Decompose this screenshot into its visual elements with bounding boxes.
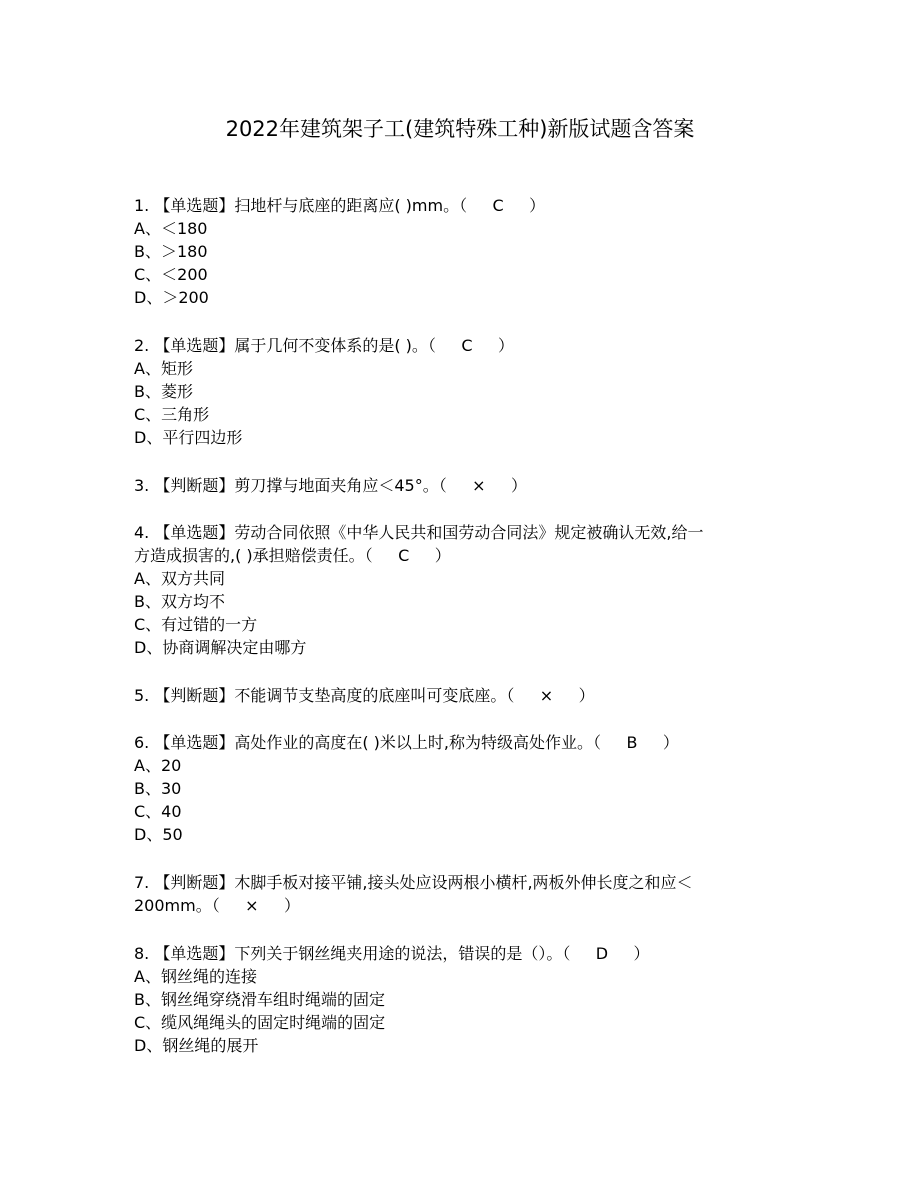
- question-4-stem-line-1: 4. 【单选题】劳动合同依照《中华人民共和国劳动合同法》规定被确认无效,给一: [134, 523, 704, 542]
- question-6-stem: 6. 【单选题】高处作业的高度在( )米以上时,称为特级高处作业。（ B ）: [134, 733, 679, 752]
- question-8-stem: 8. 【单选题】下列关于钢丝绳夹用途的说法，错误的是（）。（ D ）: [134, 944, 650, 963]
- question-8-option-b: B、钢丝绳穿绕滑车组时绳端的固定: [134, 990, 385, 1009]
- question-1-option-d: D、＞200: [134, 288, 209, 307]
- question-7-stem-line-2: 200mm。（ × ）: [134, 896, 300, 915]
- question-4-stem-line-2: 方造成损害的,( )承担赔偿责任。（ C ）: [134, 546, 451, 565]
- question-2-option-a: A、矩形: [134, 359, 193, 378]
- question-4-option-b: B、双方均不: [134, 592, 225, 611]
- question-1-option-c: C、＜200: [134, 265, 208, 284]
- question-2-option-d: D、平行四边形: [134, 428, 243, 447]
- question-3-stem: 3. 【判断题】剪刀撑与地面夹角应＜45°。（ × ）: [134, 476, 527, 495]
- question-8-option-a: A、钢丝绳的连接: [134, 967, 257, 986]
- question-4-option-d: D、协商调解决定由哪方: [134, 638, 307, 657]
- question-7-stem-line-1: 7. 【判断题】木脚手板对接平铺,接头处应设两根小横杆,两板外伸长度之和应＜: [134, 873, 693, 892]
- question-2-stem: 2. 【单选题】属于几何不变体系的是( )。（ C ）: [134, 336, 514, 355]
- question-1-option-a: A、＜180: [134, 219, 208, 238]
- document-title: 2022年建筑架子工(建筑特殊工种)新版试题含答案: [225, 117, 695, 141]
- question-6-option-a: A、20: [134, 756, 182, 775]
- question-2-option-c: C、三角形: [134, 405, 210, 424]
- question-5-stem: 5. 【判断题】不能调节支垫高度的底座叫可变底座。（ × ）: [134, 686, 595, 705]
- question-8-option-c: C、缆风绳绳头的固定时绳端的固定: [134, 1013, 386, 1032]
- question-4-option-c: C、有过错的一方: [134, 615, 258, 634]
- question-6-option-c: C、40: [134, 802, 182, 821]
- question-6-option-d: D、50: [134, 825, 183, 844]
- question-1-stem: 1. 【单选题】扫地杆与底座的距离应( )mm。（ C ）: [134, 196, 546, 215]
- question-4-option-a: A、双方共同: [134, 569, 225, 588]
- question-6-option-b: B、30: [134, 779, 182, 798]
- question-1-option-b: B、＞180: [134, 242, 208, 261]
- question-8-option-d: D、钢丝绳的展开: [134, 1036, 259, 1055]
- question-2-option-b: B、菱形: [134, 382, 193, 401]
